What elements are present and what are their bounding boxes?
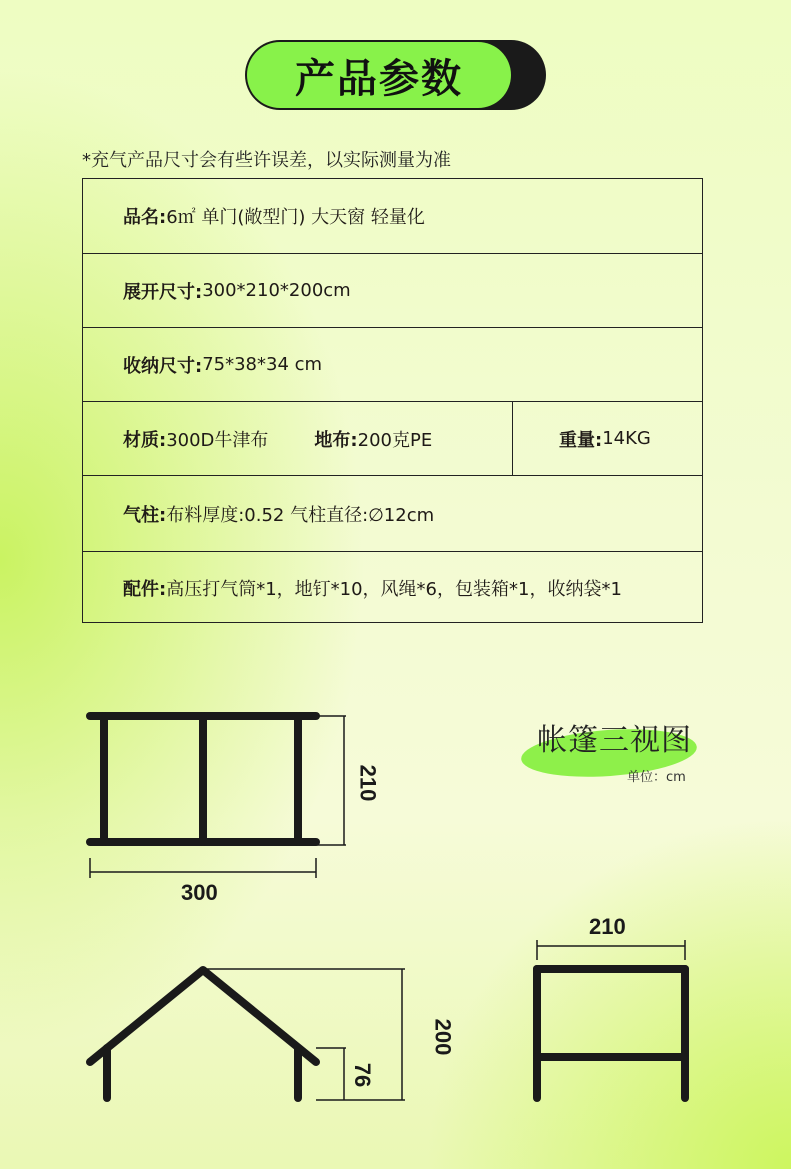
spec-value: 75*38*34 cm: [202, 354, 323, 375]
spec-value: 200克PE: [357, 429, 433, 451]
spec-label: 地布:: [314, 429, 358, 451]
spec-label: 展开尺寸:: [123, 281, 203, 303]
dim-top-depth: 210: [355, 764, 381, 802]
dim-side-height: 200: [430, 1018, 456, 1056]
views-title: 帐篷三视图: [537, 723, 692, 758]
spec-value: 300*210*200cm: [202, 280, 351, 301]
spec-value: 布料厚度:0.52 气柱直径:∅12cm: [166, 504, 435, 526]
top-view-drawing: [90, 716, 316, 842]
spec-value: 14KG: [602, 428, 651, 449]
front-view-dimensions: [537, 940, 685, 960]
dim-front-width: 210: [589, 914, 626, 939]
spec-value: 300D牛津布: [166, 429, 269, 451]
spec-label: 材质:: [123, 429, 167, 451]
units-label: 单位：cm: [627, 770, 686, 785]
spec-label: 重量:: [559, 429, 603, 451]
side-view-drawing: [90, 970, 316, 1098]
spec-label: 收纳尺寸:: [123, 355, 203, 377]
top-view-dimensions: [90, 716, 346, 878]
spec-label: 配件:: [123, 579, 167, 600]
dim-side-wall: 76: [350, 1062, 376, 1088]
spec-value: 高压打气筒*1，地钉*10，风绳*6，包装箱*1，收纳袋*1: [166, 579, 622, 600]
front-view-drawing: [537, 969, 685, 1098]
spec-value: 6㎡ 单门(敞型门) 大天窗 轻量化: [166, 207, 425, 228]
dim-top-width: 300: [181, 880, 218, 905]
page-title: 产品参数: [247, 42, 511, 108]
spec-label: 品名:: [123, 207, 167, 228]
spec-label: 气柱:: [123, 504, 167, 526]
measurement-note: *充气产品尺寸会有些许误差，以实际测量为准: [82, 150, 451, 171]
